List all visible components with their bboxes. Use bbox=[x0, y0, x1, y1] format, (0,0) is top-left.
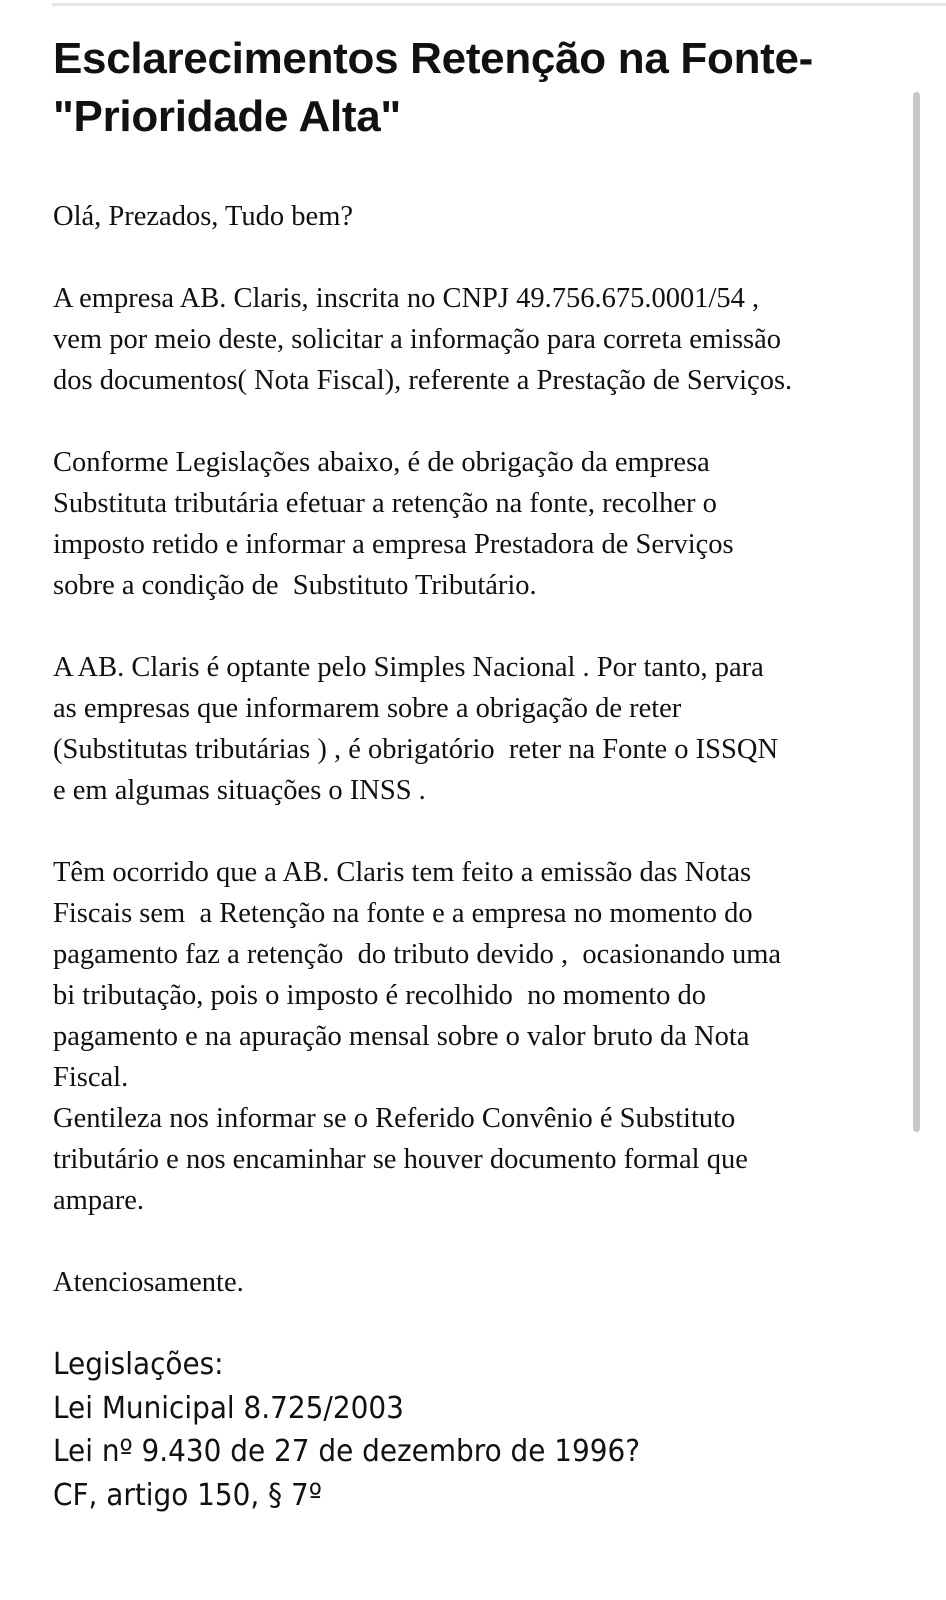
paragraph bbox=[53, 278, 792, 401]
text-line: Substituta tributária efetuar a retenção na fonte, recolher o bbox=[53, 488, 717, 519]
text-line: A empresa AB. Claris, inscrita no CNPJ 49.756.675.0001/54 , bbox=[53, 283, 760, 314]
email-subject bbox=[53, 30, 913, 146]
text-line: pagamento faz a retenção do tributo devido , ocasionando uma bbox=[53, 939, 782, 970]
email-body bbox=[53, 196, 792, 1303]
legislation-item: Lei Municipal 8.725/2003 bbox=[53, 1390, 404, 1426]
text-line: Fiscal. bbox=[53, 1062, 129, 1093]
text-line: (Substitutas tributárias ) , é obrigatório reter na Fonte o ISSQN bbox=[53, 734, 779, 765]
text-line: tributário e nos encaminhar se houver documento formal que bbox=[53, 1144, 748, 1175]
paragraph-gap bbox=[53, 401, 792, 442]
text-line: pagamento e na apuração mensal sobre o valor bruto da Nota bbox=[53, 1021, 750, 1052]
subject-line: Esclarecimentos Retenção na Fonte- bbox=[53, 34, 814, 83]
text-line: imposto retido e informar a empresa Prestadora de Serviços bbox=[53, 529, 734, 560]
subject-line: "Prioridade Alta" bbox=[53, 92, 401, 141]
text-line: ampare. bbox=[53, 1185, 144, 1216]
scrollbar[interactable] bbox=[913, 92, 920, 1132]
paragraph bbox=[53, 1262, 792, 1303]
text-line: Olá, Prezados, Tudo bem? bbox=[53, 201, 354, 232]
legislation-item: CF, artigo 150, § 7º bbox=[53, 1477, 322, 1513]
text-line: e em algumas situações o INSS . bbox=[53, 775, 426, 806]
text-line: A AB. Claris é optante pelo Simples Nacional . Por tanto, para bbox=[53, 652, 764, 683]
legislation-heading: Legislações: bbox=[53, 1347, 224, 1382]
paragraph-gap bbox=[53, 811, 792, 852]
paragraph bbox=[53, 647, 792, 811]
text-line: sobre a condição de Substituto Tributário. bbox=[53, 570, 537, 601]
text-line: Gentileza nos informar se o Referido Convênio é Substituto bbox=[53, 1103, 736, 1134]
paragraph bbox=[53, 852, 792, 1221]
top-divider bbox=[52, 3, 946, 6]
text-line: as empresas que informarem sobre a obrigação de reter bbox=[53, 693, 682, 724]
paragraph bbox=[53, 442, 792, 606]
text-line: Têm ocorrido que a AB. Claris tem feito a emissão das Notas bbox=[53, 857, 752, 888]
text-line: bi tributação, pois o imposto é recolhido no momento do bbox=[53, 980, 707, 1011]
legislation-list bbox=[53, 1343, 684, 1517]
text-line: vem por meio deste, solicitar a informação para correta emissão bbox=[53, 324, 782, 355]
paragraph-gap bbox=[53, 237, 792, 278]
text-line: Atenciosamente. bbox=[53, 1267, 244, 1298]
paragraph-gap bbox=[53, 1221, 792, 1262]
paragraph-gap bbox=[53, 606, 792, 647]
text-line: Conforme Legislações abaixo, é de obrigação da empresa bbox=[53, 447, 710, 478]
legislation-item: Lei nº 9.430 de 27 de dezembro de 1996? bbox=[53, 1434, 641, 1469]
text-line: Fiscais sem a Retenção na fonte e a empresa no momento do bbox=[53, 898, 753, 929]
text-line: dos documentos( Nota Fiscal), referente a Prestação de Serviços. bbox=[53, 365, 793, 396]
paragraph bbox=[53, 196, 792, 237]
